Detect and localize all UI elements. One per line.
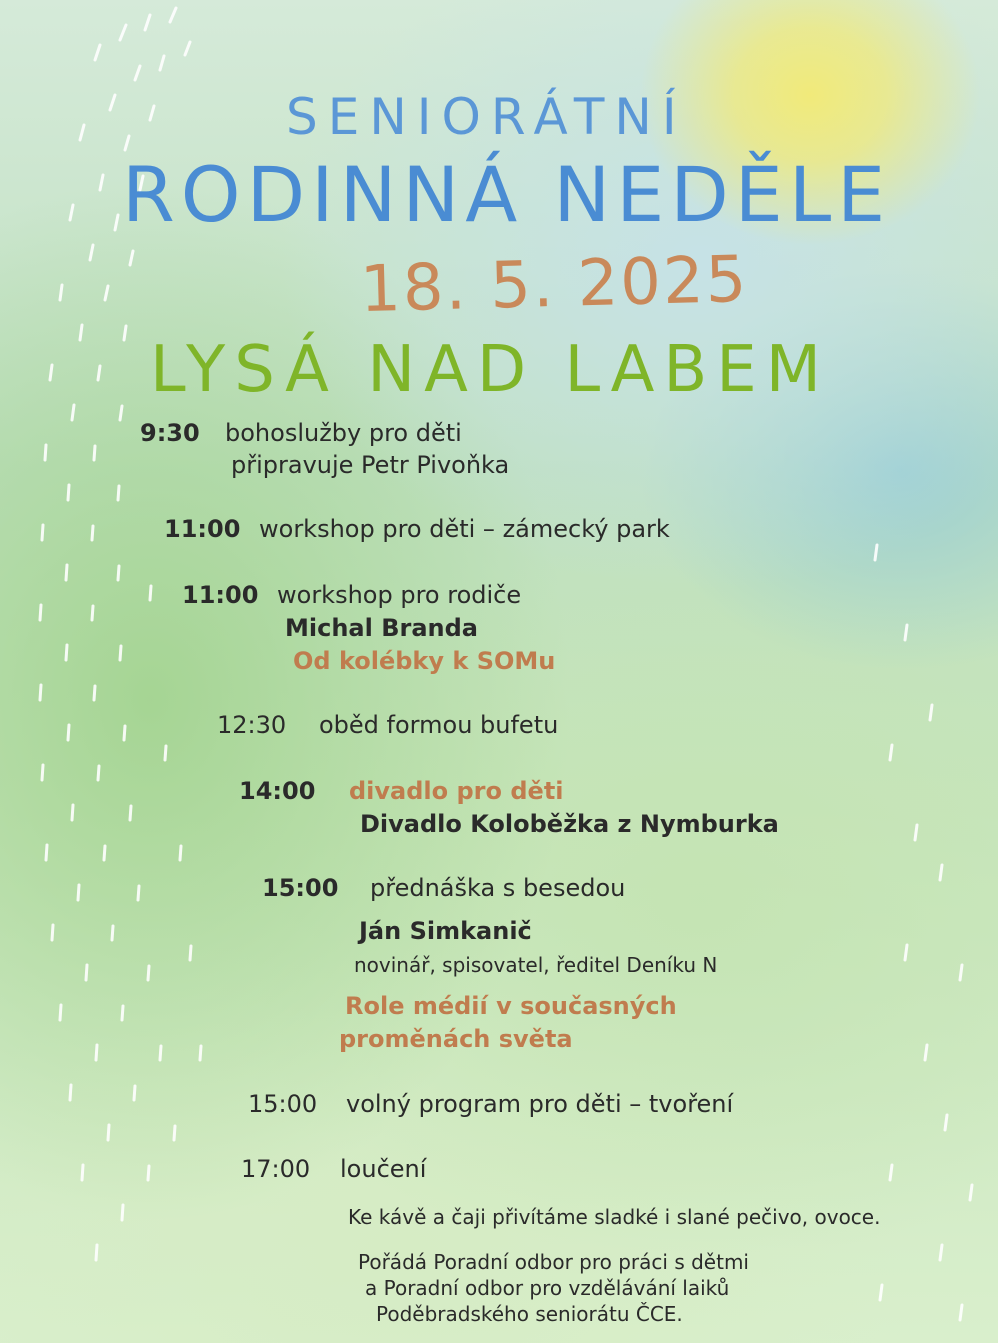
program-time: 15:00 — [248, 1090, 318, 1118]
program-activity: oběd formou bufetu — [319, 711, 559, 739]
program-time: 17:00 — [241, 1155, 311, 1183]
program-speaker: Michal Branda — [285, 614, 478, 642]
event-date: 18. 5. 2025 — [359, 242, 750, 328]
program-time: 11:00 — [182, 581, 259, 609]
organizer-line: Poděbradského seniorátu ČCE. — [376, 1302, 683, 1326]
program-speaker-role: novinář, spisovatel, ředitel Deníku N — [354, 953, 718, 977]
program-topic: proměnách světa — [339, 1025, 573, 1053]
program-topic: Od kolébky k SOMu — [293, 647, 556, 675]
program-activity: bohoslužby pro děti — [225, 419, 462, 447]
program-time: 14:00 — [239, 777, 316, 805]
program-activity: workshop pro děti – zámecký park — [259, 515, 670, 543]
program-activity: volný program pro děti – tvoření — [346, 1090, 734, 1118]
refreshments-note: Ke kávě a čaji přivítáme sladké i slané pečivo, ovoce. — [348, 1205, 881, 1229]
program-activity: loučení — [340, 1155, 427, 1183]
program-time: 12:30 — [217, 711, 287, 739]
program-time: 15:00 — [262, 874, 339, 902]
program-time: 9:30 — [140, 419, 200, 447]
organizer-line: Pořádá Poradní odbor pro práci s dětmi — [358, 1250, 749, 1274]
program-activity: workshop pro rodiče — [277, 581, 522, 609]
program-speaker: Divadlo Koloběžka z Nymburka — [360, 810, 779, 838]
program-detail: připravuje Petr Pivoňka — [231, 451, 510, 479]
program-activity: přednáška s besedou — [370, 874, 626, 902]
header-subtitle: SENIORÁTNÍ — [286, 88, 687, 146]
program-activity: divadlo pro děti — [349, 777, 564, 805]
program-speaker: Ján Simkanič — [359, 917, 532, 945]
organizer-line: a Poradní odbor pro vzdělávání laiků — [365, 1276, 730, 1300]
program-topic: Role médií v současných — [345, 992, 677, 1020]
program-time: 11:00 — [164, 515, 241, 543]
header-title: RODINNÁ NEDĚLE — [122, 150, 892, 239]
event-place: LYSÁ NAD LABEM — [150, 333, 830, 407]
